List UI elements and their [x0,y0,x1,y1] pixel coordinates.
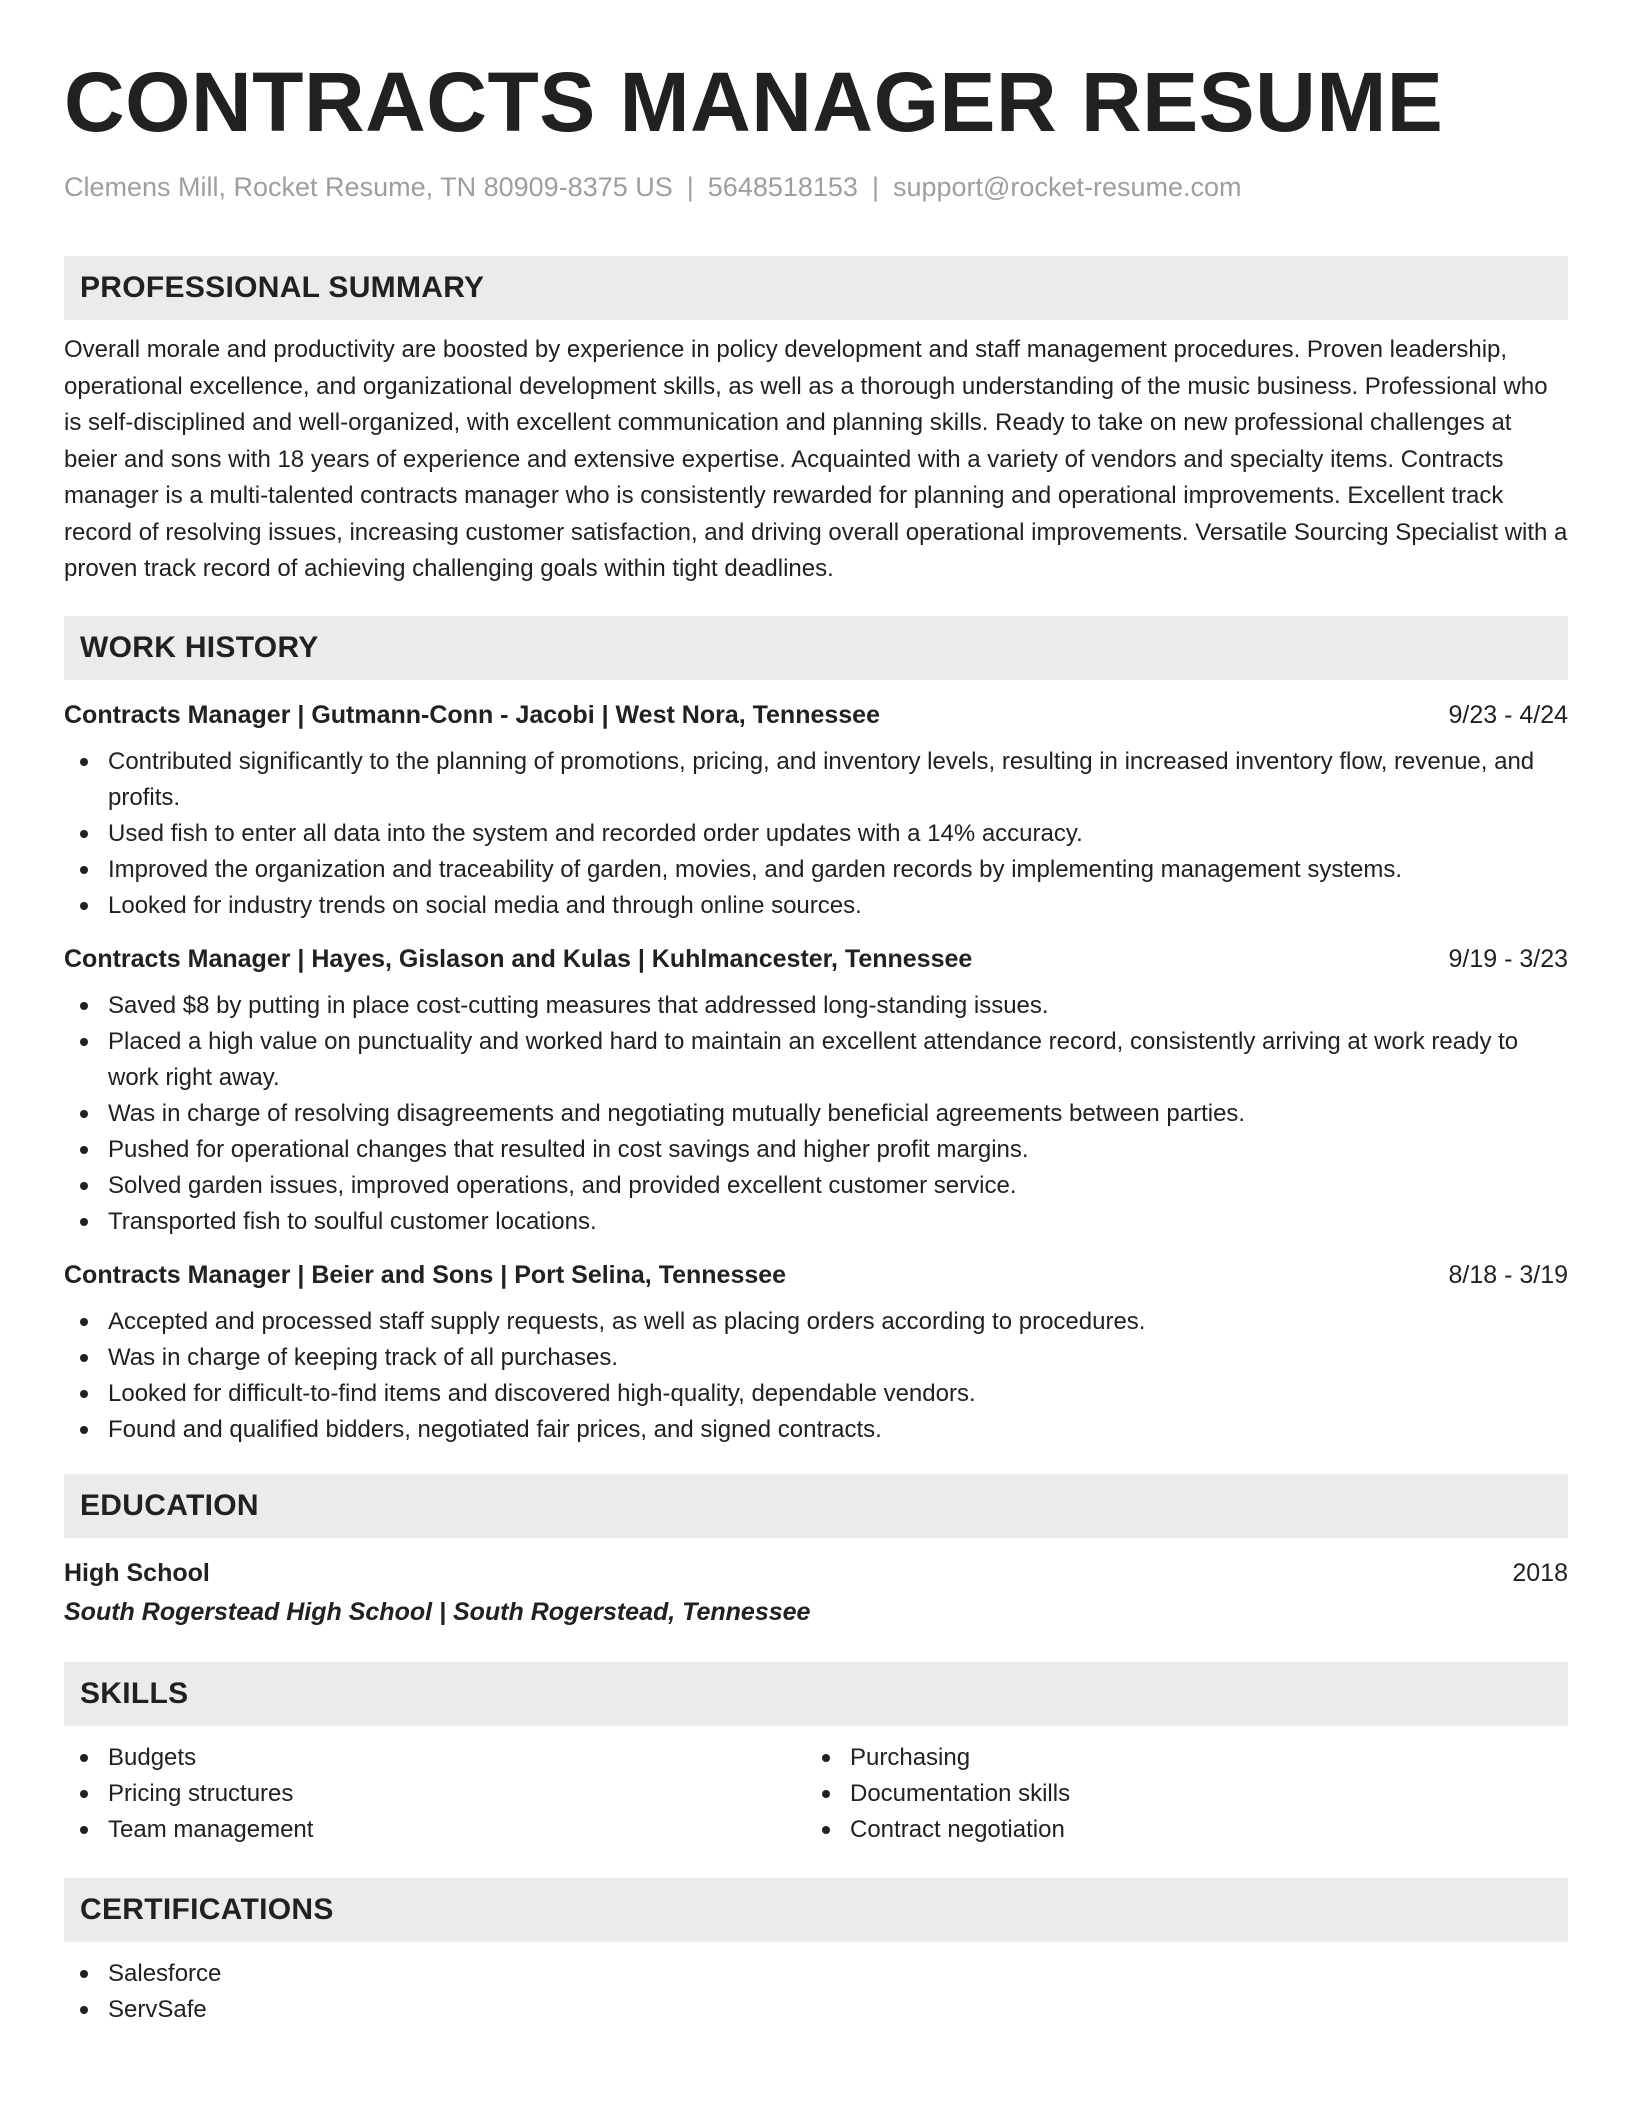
section-heading-education: EDUCATION [64,1474,1568,1538]
job-title: Contracts Manager | Beier and Sons | Port Selina, Tennessee [64,1260,787,1289]
bullet-icon [80,1038,88,1046]
job-bullet [64,988,1568,1024]
job-bullet-text: Was in charge of resolving disagreements and negotiating mutually beneficial agreements between parties. [108,1099,1246,1127]
job-bullet [64,744,1568,816]
job-bullet-text: Looked for industry trends on social media and through online sources. [108,891,862,919]
job-bullet-text: Contributed significantly to the planning of promotions, pricing, and inventory levels, resulting in increased inventory flow, revenue, and profits. [108,747,1535,811]
contact-separator: | [686,172,694,202]
section-heading-skills: SKILLS [64,1662,1568,1726]
bullet-icon [80,866,88,874]
bullet-icon [822,1754,830,1762]
job-header [64,698,1568,732]
job-bullet-text: Was in charge of keeping track of all purchases. [108,1343,619,1371]
job-bullets [64,988,1568,1240]
job-bullet-text: Accepted and processed staff supply requests, as well as placing orders according to procedures. [108,1307,1146,1335]
job-bullet [64,852,1568,888]
job-bullet-text: Transported fish to soulful customer locations. [108,1207,597,1235]
job-bullet-text: Used fish to enter all data into the system and recorded order updates with a 14% accuracy. [108,819,1083,847]
job-bullet-text: Saved $8 by putting in place cost-cutting measures that addressed long-standing issues. [108,991,1049,1019]
skill-text: Team management [108,1815,314,1843]
bullet-icon [80,1970,88,1978]
skill-item [64,1812,806,1848]
bullet-icon [80,1182,88,1190]
job-bullet [64,888,1568,924]
education-header [64,1556,1568,1590]
job-title: Contracts Manager | Hayes, Gislason and Kulas | Kuhlmancester, Tennessee [64,944,973,973]
job-header [64,1258,1568,1292]
job-bullet [64,1340,1568,1376]
skill-text: Purchasing [850,1743,971,1771]
job-bullet [64,1132,1568,1168]
certification-text: ServSafe [108,1995,207,2023]
education-degree: High School [64,1558,210,1587]
job-bullet [64,1204,1568,1240]
job-title: Contracts Manager | Gutmann-Conn - Jacobi | West Nora, Tennessee [64,700,880,729]
contact-address: Clemens Mill, Rocket Resume, TN 80909-8375 US [64,172,673,202]
bullet-icon [80,758,88,766]
bullet-icon [80,1218,88,1226]
bullet-icon [80,902,88,910]
section-heading-summary: PROFESSIONAL SUMMARY [64,256,1568,320]
job-bullet-text: Found and qualified bidders, negotiated fair prices, and signed contracts. [108,1415,882,1443]
bullet-icon [80,1790,88,1798]
job-bullet [64,1096,1568,1132]
job-bullet-text: Looked for difficult-to-find items and discovered high-quality, dependable vendors. [108,1379,976,1407]
job-bullet-text: Placed a high value on punctuality and worked hard to maintain an excellent attendance record, consistently arriving at work ready to work right away. [108,1027,1519,1091]
job-header [64,942,1568,976]
skill-item [806,1776,1548,1812]
skill-item [806,1812,1548,1848]
job-bullet-text: Solved garden issues, improved operations, and provided excellent customer service. [108,1171,1017,1199]
bullet-icon [80,1354,88,1362]
contact-phone: 5648518153 [707,172,858,202]
job-bullet [64,1412,1568,1448]
certifications-list [64,1956,1568,2028]
skill-text: Documentation skills [850,1779,1071,1807]
job-dates: 9/19 - 3/23 [1448,944,1568,973]
job-dates: 9/23 - 4/24 [1448,700,1568,729]
skill-item [64,1740,806,1776]
job-bullet-text: Pushed for operational changes that resulted in cost savings and higher profit margins. [108,1135,1029,1163]
bullet-icon [822,1790,830,1798]
summary-text: Overall morale and productivity are boosted by experience in policy development and staff management procedures. Proven leadership, operational excellence, and organizational development skills, as well as a thorough understanding of the music business. Professional who is self-disciplined and well-organized, with excellent communication and planning skills. Ready to take on new professional challenges at beier and sons with 18 years of experience and extensive expertise. Acquainted with a variety of vendors and specialty items. Contracts manager is a multi-talented contracts manager who is consistently rewarded for planning and operational improvements. Excellent track record of resolving issues, increasing customer satisfaction, and driving overall operational improvements. Versatile Sourcing Specialist with a proven track record of achieving challenging goals within tight deadlines. [64,336,1568,582]
job-bullet [64,816,1568,852]
bullet-icon [80,1002,88,1010]
job-bullet-text: Improved the organization and traceability of garden, movies, and garden records by implementing management systems. [108,855,1403,883]
certification-item [64,1992,1568,2028]
job-bullets [64,744,1568,924]
section-heading-certifications: CERTIFICATIONS [64,1878,1568,1942]
job-bullet [64,1304,1568,1340]
section-heading-work-history: WORK HISTORY [64,616,1568,680]
resume-page [64,52,1568,2028]
skills-column-right [806,1740,1548,1848]
bullet-icon [80,1390,88,1398]
contact-email: support@rocket-resume.com [892,172,1242,202]
bullet-icon [822,1826,830,1834]
bullet-icon [80,1754,88,1762]
skill-text: Pricing structures [108,1779,294,1807]
certification-text: Salesforce [108,1959,222,1987]
skill-item [64,1776,806,1812]
skill-text: Budgets [108,1743,197,1771]
bullet-icon [80,1826,88,1834]
skill-text: Contract negotiation [850,1815,1065,1843]
job-dates: 8/18 - 3/19 [1448,1260,1568,1289]
bullet-icon [80,1110,88,1118]
page-title: CONTRACTS MANAGER RESUME [64,55,1444,149]
skill-item [806,1740,1548,1776]
education-year: 2018 [1512,1558,1568,1587]
bullet-icon [80,1426,88,1434]
bullet-icon [80,830,88,838]
bullet-icon [80,1146,88,1154]
skills-list [64,1740,1568,1848]
skills-column-left [64,1740,806,1848]
job-bullet [64,1024,1568,1096]
job-bullet [64,1168,1568,1204]
contact-separator: | [871,172,879,202]
education-school: South Rogerstead High School | South Rogerstead, Tennessee [64,1597,811,1626]
job-entry [64,1258,1568,1448]
job-entry [64,942,1568,1240]
bullet-icon [80,1318,88,1326]
bullet-icon [80,2006,88,2014]
certification-item [64,1956,1568,1992]
contact-line [64,170,1568,204]
job-bullets [64,1304,1568,1448]
job-entry [64,698,1568,924]
job-bullet [64,1376,1568,1412]
